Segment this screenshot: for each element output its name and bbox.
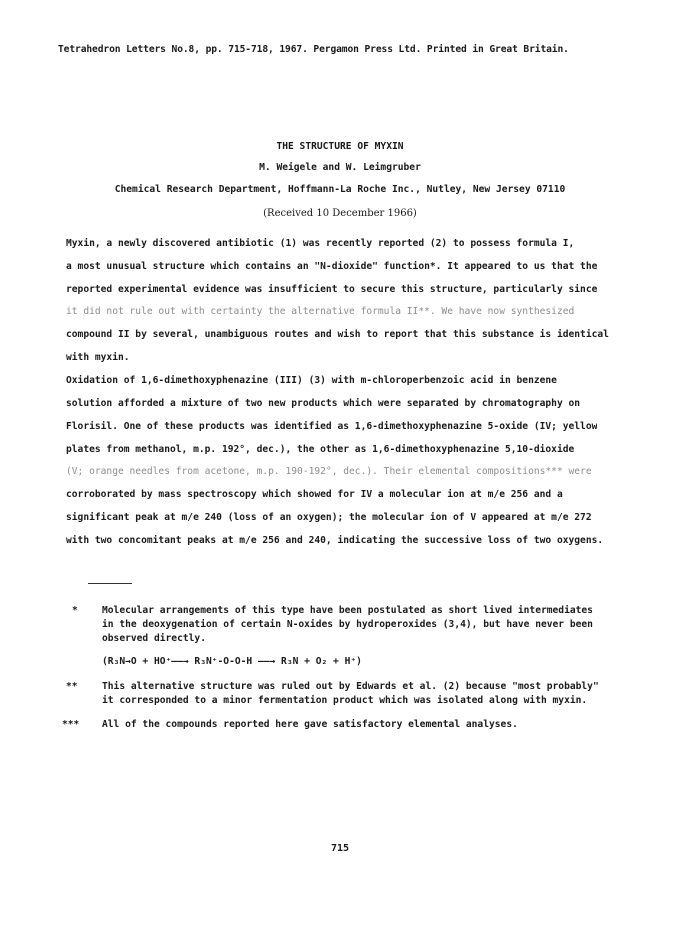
text-line: with two concomitant peaks at m/e 256 and 240, indicating the successive loss of two oxygens. (66, 535, 604, 546)
text-line: it did not rule out with certainty the alternative formula II**. We have now synthesized (66, 306, 575, 317)
journal-header: Tetrahedron Letters No.8, pp. 715-718, 1967. Pergamon Press Ltd. Printed in Great Britain. (58, 44, 569, 55)
footnote-mark: *** (62, 719, 80, 730)
text-line: with myxin. (66, 352, 130, 363)
footnote-line: it corresponded to a minor fermentation product which was isolated along with myxin. (102, 695, 588, 706)
affiliation: Chemical Research Department, Hoffmann-La Roche Inc., Nutley, New Jersey 07110 (114, 184, 566, 195)
footnote-mark: ** (66, 681, 78, 692)
article-title: THE STRUCTURE OF MYXIN (276, 141, 404, 152)
footnote-line: This alternative structure was ruled out by Edwards et al. (2) because "most probably" (102, 681, 599, 692)
footnote-line: All of the compounds reported here gave satisfactory elemental analyses. (102, 719, 518, 730)
text-line: (V; orange needles from acetone, m.p. 190-192°, dec.). Their elemental compositions*** were (66, 466, 592, 477)
text-line: Florisil. One of these products was identified as 1,6-dimethoxyphenazine 5-oxide (IV; yellow (66, 421, 598, 432)
footnote-mark: * (72, 605, 78, 616)
text-line: plates from methanol, m.p. 192°, dec.), the other as 1,6-dimethoxyphenazine 5,10-dioxide (66, 444, 575, 455)
footnote-line: Molecular arrangements of this type have been postulated as short lived intermediates (102, 605, 593, 616)
footnote-divider (88, 583, 132, 584)
text-line: a most unusual structure which contains an "N-dioxide" function*. It appeared to us that the (66, 261, 598, 272)
text-line: compound II by several, unambiguous routes and wish to report that this substance is identical (66, 329, 609, 340)
text-line: corroborated by mass spectroscopy which showed for IV a molecular ion at m/e 256 and a (66, 489, 563, 500)
text-line: reported experimental evidence was insufficient to secure this structure, particularly since (66, 284, 598, 295)
received-date: (Received 10 December 1966) (263, 208, 417, 219)
page-number: 715 (330, 843, 350, 854)
reaction-formula: (R₃N→O + HO⁺——→ R₃N⁺-O-O-H ——→ R₃N + O₂ + H⁺) (102, 656, 362, 667)
footnote-line: in the deoxygenation of certain N-oxides by hydroperoxides (3,4), but have never been (102, 619, 593, 630)
text-line: significant peak at m/e 240 (loss of an oxygen); the molecular ion of V appeared at m/e 272 (66, 512, 592, 523)
text-line: Myxin, a newly discovered antibiotic (1) was recently reported (2) to possess formula I, (66, 238, 575, 249)
text-line: Oxidation of 1,6-dimethoxyphenazine (III) (3) with m-chloroperbenzoic acid in benzene (66, 375, 557, 386)
authors: M. Weigele and W. Leimgruber (259, 162, 421, 173)
footnote-line: observed directly. (102, 633, 206, 644)
text-line: solution afforded a mixture of two new products which were separated by chromatography on (66, 398, 581, 409)
